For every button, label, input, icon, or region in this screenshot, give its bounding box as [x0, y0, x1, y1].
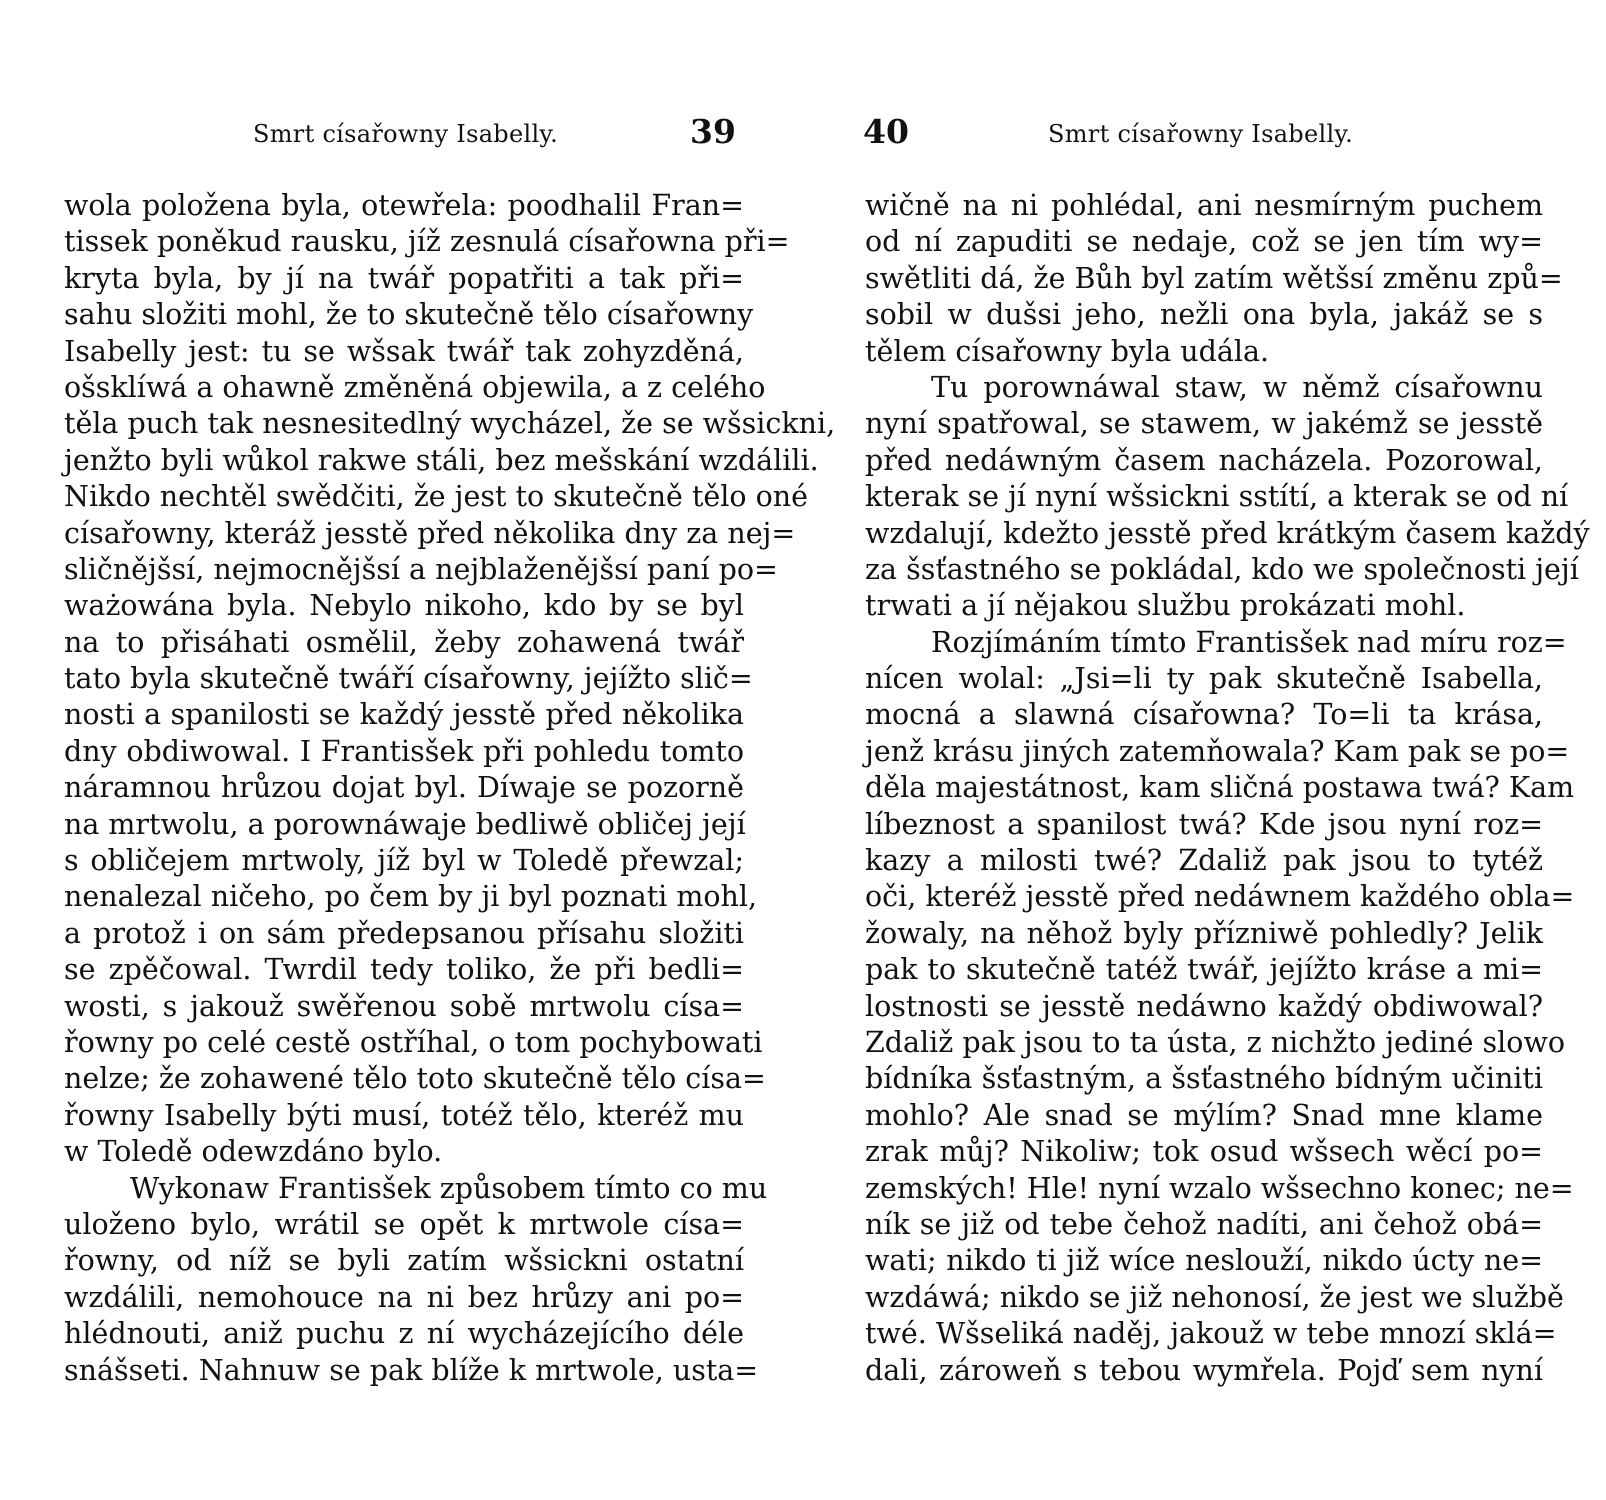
text-line: nenalezal ničeho, po čem by ji byl poznati mohl, [64, 880, 758, 914]
text-line: dali, zároweň s tebou wymřela. Pojď sem nyní [865, 1353, 1543, 1387]
text-line: a protož i on sám předepsanou přísahu složiti [64, 916, 744, 950]
text-line: wati; nikdo ti již wíce neslouží, nikdo úcty ne= [865, 1244, 1543, 1278]
text-line: Rozjímáním tímto Frantisšek nad míru roz= [931, 625, 1567, 659]
text-line: zemských! Hle! nyní wzalo wšsechno konec; ne= [865, 1171, 1574, 1205]
right-page-number: 40 [863, 112, 909, 151]
text-line: tato byla skutečně twáří císařowny, jejížto slič= [64, 662, 753, 696]
text-line: mohlo? Ale snad se mýlím? Snad mne klame [865, 1098, 1543, 1132]
text-line: před nedáwným časem nacházela. Pozorowal, [865, 443, 1543, 477]
text-line: tělem císařowny byla udála. [865, 334, 1270, 368]
text-line: tissek poněkud rausku, jíž zesnulá císařowna při= [64, 225, 790, 259]
text-line: těla puch tak nesnesitedlný wycházel, že se wšsickni, [64, 407, 836, 441]
text-line: s obličejem mrtwoly, jíž byl w Toledě přewzal; [64, 844, 744, 878]
text-line: nícen wolal: „Jsi=li ty pak skutečně Isabella, [865, 662, 1543, 696]
text-line: w Toledě odewzdáno bylo. [64, 1135, 443, 1169]
text-line: nyní spatřowal, se stawem, w jakémž se jesstě [865, 407, 1543, 441]
text-line: za šsťastného se pokládal, kdo we společnosti její [865, 552, 1579, 586]
text-line: sahu složiti mohl, že to skutečně tělo císařowny [64, 298, 754, 332]
text-line: jenžto byli wůkol rakwe stáli, bez mešskání wzdálili. [64, 443, 819, 477]
text-line: Wykonaw Frantisšek způsobem tímto co mu [130, 1171, 768, 1205]
text-line: na to přisáhati osmělil, žeby zohawená twář [64, 625, 744, 659]
text-line: oči, kteréž jesstě před nedáwnem každého obla= [865, 880, 1575, 914]
text-line: mocná a slawná císařowna? To=li ta krása, [865, 698, 1543, 732]
text-line: řowny, od níž se byli zatím wšsickni ostatní [64, 1244, 744, 1278]
text-line: wosti, s jakouž swěřenou sobě mrtwolu císa= [64, 989, 744, 1023]
text-line: swětliti dá, že Bůh byl zatím wětšsí změnu způ= [865, 261, 1563, 295]
right-page [803, 0, 1606, 1500]
text-line: wzdálili, nemohouce na ni bez hrůzy ani po= [64, 1280, 744, 1314]
text-line: bídníka šsťastným, a šsťastného bídným učiniti [865, 1062, 1543, 1096]
text-line: wičně na ni pohlédal, ani nesmírným puchem [865, 189, 1543, 222]
text-line: nelze; že zohawené tělo toto skutečně tělo císa= [64, 1062, 766, 1096]
text-line: kterak se jí nyní wšsickni sstítí, a kterak se od ní [865, 480, 1569, 514]
text-line: Zdaliž pak jsou to ta ústa, z nichžto jediné slowo [865, 1025, 1566, 1059]
text-line: lostnosti se jesstě nedáwno každý obdiwowal? [865, 989, 1543, 1023]
text-line: řowny Isabelly býti musí, totéž tělo, kteréž mu [64, 1098, 744, 1132]
text-line: pak to skutečně tatéž twář, jejížto kráse a mi= [865, 953, 1543, 987]
text-line: trwati a jí nějakou službu prokázati mohl. [865, 589, 1466, 623]
text-line: nosti a spanilosti se každý jesstě před několika [64, 698, 744, 732]
text-line: hlédnouti, aniž puchu z ní wycházejícího déle [64, 1317, 744, 1351]
text-line: ważowána byla. Nebylo nikoho, kdo by se byl [64, 589, 744, 623]
text-line: na mrtwolu, a porownáwaje bedliwě obličej její [64, 807, 746, 841]
right-page-body-text [865, 188, 1590, 1389]
text-line: ošsklíwá a ohawně změněná objewila, a z celého [64, 370, 766, 404]
right-running-title: Smrt císařowny Isabelly. [1048, 120, 1354, 148]
text-line: Nikdo nechtěl swědčiti, že jest to skutečně tělo oné [64, 480, 809, 514]
text-line: dny obdiwowal. I Frantisšek při pohledu tomto [64, 734, 744, 768]
text-line: císařowny, kteráž jesstě před několika dny za nej= [64, 516, 796, 550]
text-line: wzdalují, kdežto jesstě před krátkým časem každý [865, 516, 1590, 550]
text-line: líbeznost a spanilost twá? Kde jsou nyní roz= [865, 807, 1543, 841]
text-line: sobil w dušsi jeho, nežli ona byla, jakáž se s [865, 298, 1543, 332]
text-line: zrak můj? Nikoliw; tok osud wšsech wěcí po= [865, 1135, 1543, 1169]
text-line: uloženo bylo, wrátil se opět k mrtwole císa= [64, 1207, 744, 1241]
left-page-number: 39 [690, 112, 736, 151]
text-line: kryta byla, by jí na twář popatřiti a tak při= [64, 261, 744, 295]
left-page-body-text [64, 188, 836, 1389]
text-line: snášseti. Nahnuw se pak blíže k mrtwole, usta= [64, 1353, 759, 1387]
text-line: se zpěčowal. Twrdil tedy toliko, že při bedli= [64, 953, 744, 987]
text-line: Isabelly jest: tu se wšsak twář tak zohyzděná, [64, 334, 744, 368]
left-running-title: Smrt císařowny Isabelly. [253, 120, 559, 148]
text-line: kazy a milosti twé? Zdaliž pak jsou to tytéž [865, 844, 1543, 878]
text-line: Tu porownáwal staw, w němž císařownu [931, 370, 1543, 404]
text-line: sličnějšsí, nejmocnějšsí a nejblaženějšsí paní po= [64, 552, 778, 586]
text-line: řowny po celé cestě ostříhal, o tom pochybowati [64, 1025, 763, 1059]
text-line: jenž krásu jiných zatemňowala? Kam pak se po= [865, 734, 1570, 768]
text-line: žowaly, na něhož byly přízniwě pohledly? Jelik [865, 916, 1543, 950]
text-line: wola položena byla, otewřela: poodhalil Fran= [64, 189, 744, 222]
text-line: twé. Wšseliká naděj, jakouž w tebe mnozí sklá= [865, 1317, 1557, 1351]
text-line: ník se již od tebe čehož nadíti, ani čehož obá= [865, 1207, 1543, 1241]
text-line: náramnou hrůzou dojat byl. Díwaje se pozorně [64, 771, 744, 805]
text-line: od ní zapuditi se nedaje, což se jen tím wy= [865, 225, 1543, 259]
text-line: wzdáwá; nikdo se již nehonosí, že jest we službě [865, 1280, 1564, 1314]
text-line: děla majestátnost, kam sličná postawa twá? Kam [865, 771, 1575, 805]
